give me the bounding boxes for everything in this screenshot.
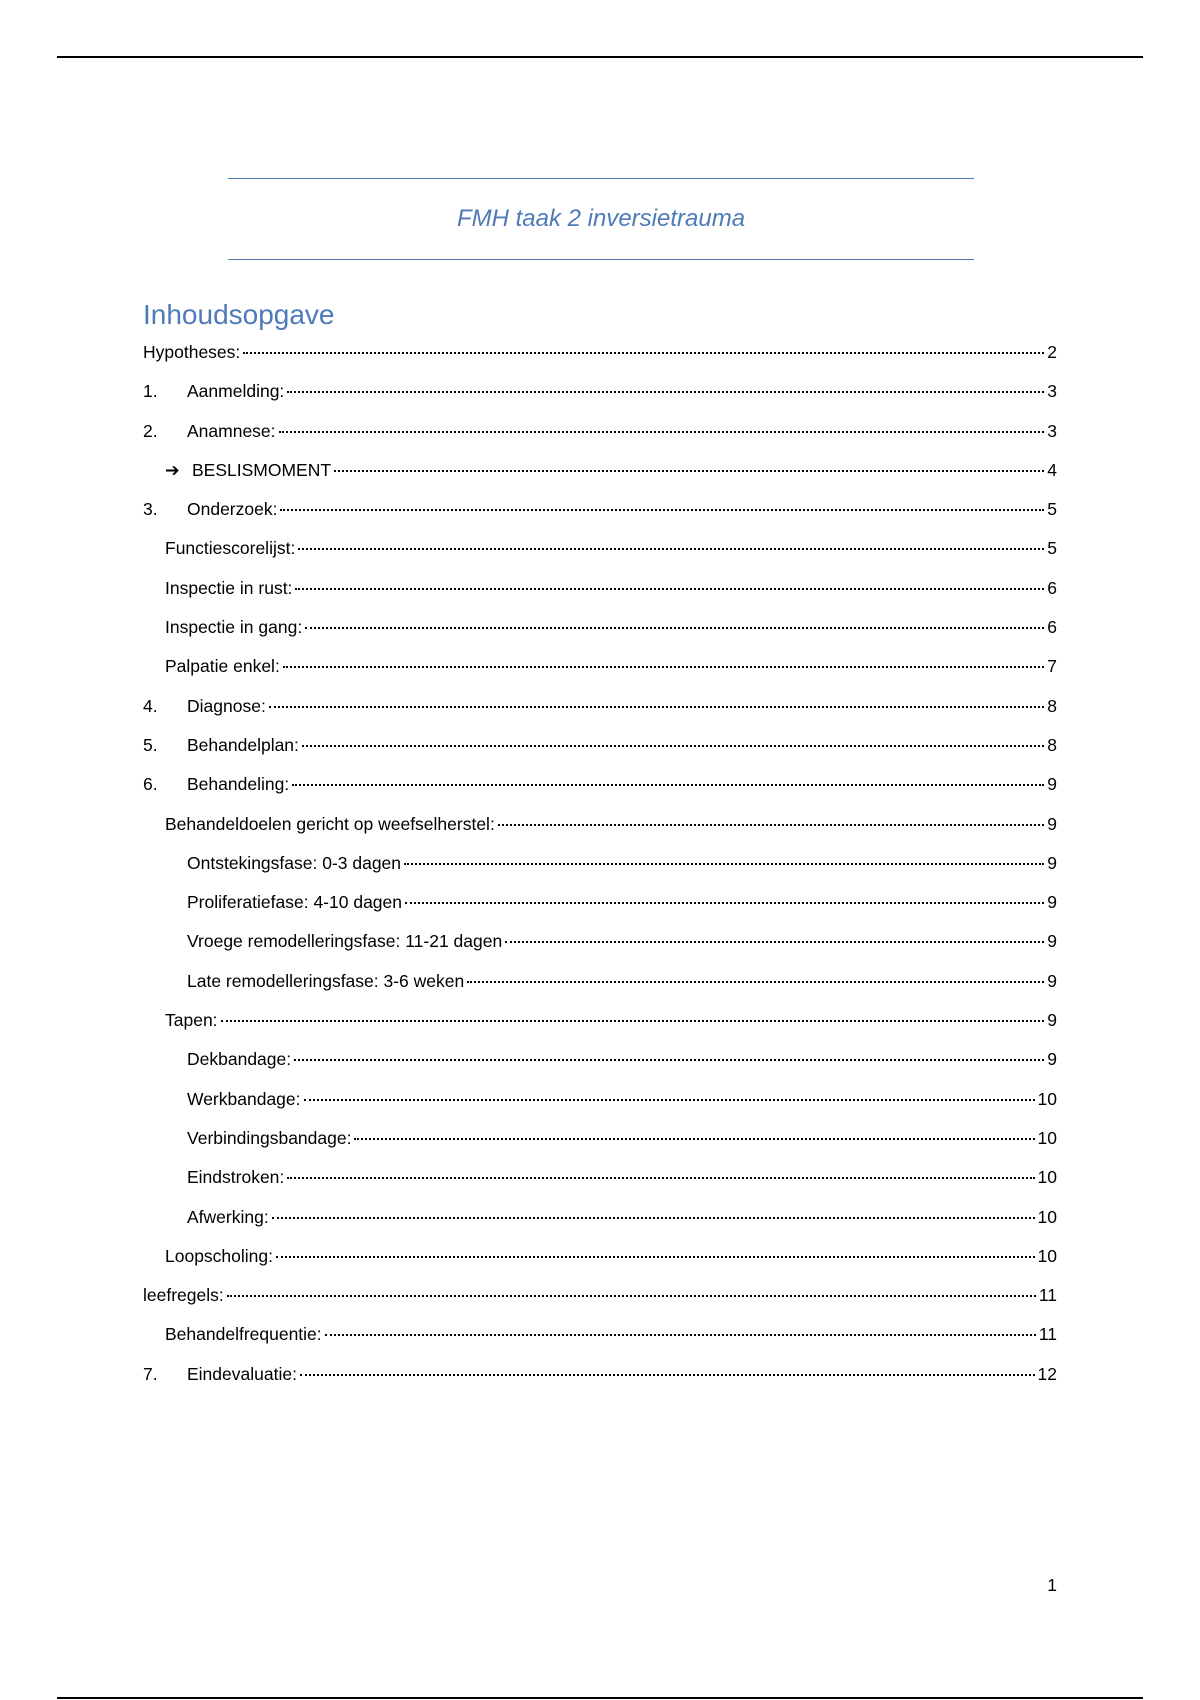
toc-entry-number: 6. — [143, 774, 158, 795]
page-bottom-rule — [57, 1697, 1143, 1699]
toc-entry-page: 9 — [1047, 1010, 1057, 1031]
toc-entry[interactable] — [143, 1318, 1057, 1357]
toc-entry[interactable] — [143, 1004, 1057, 1043]
toc-entry[interactable] — [143, 729, 1057, 768]
toc-dot-leader — [304, 1099, 1035, 1101]
toc-dot-leader — [505, 941, 1044, 943]
toc-entry-page: 5 — [1047, 538, 1057, 559]
toc-entry-page: 10 — [1037, 1167, 1057, 1188]
toc-list — [143, 336, 1057, 1397]
toc-dot-leader — [300, 1374, 1035, 1376]
toc-entry-page: 9 — [1047, 1049, 1057, 1070]
toc-entry[interactable] — [143, 847, 1057, 886]
toc-entry-page: 9 — [1047, 970, 1057, 991]
toc-entry[interactable] — [143, 1201, 1057, 1240]
toc-entry-page: 9 — [1047, 892, 1057, 913]
toc-entry[interactable] — [143, 572, 1057, 611]
toc-entry-number: 1. — [143, 381, 158, 402]
toc-dot-leader — [405, 902, 1044, 904]
toc-dot-leader — [294, 1059, 1044, 1061]
toc-entry[interactable] — [143, 808, 1057, 847]
toc-entry[interactable] — [143, 886, 1057, 925]
toc-entry-label: Loopscholing: — [165, 1245, 273, 1266]
toc-entry[interactable] — [143, 532, 1057, 571]
toc-entry-page: 10 — [1037, 1088, 1057, 1109]
toc-entry[interactable] — [143, 965, 1057, 1004]
toc-entry[interactable] — [143, 690, 1057, 729]
toc-entry-label: Verbindingsbandage: — [187, 1127, 352, 1148]
toc-entry-number: 7. — [143, 1363, 158, 1384]
toc-dot-leader — [334, 470, 1044, 472]
toc-entry-page: 6 — [1047, 577, 1057, 598]
toc-entry-page: 8 — [1047, 695, 1057, 716]
toc-entry-page: 4 — [1047, 459, 1057, 480]
title-bottom-rule — [228, 259, 974, 260]
toc-entry-label: leefregels: — [143, 1285, 224, 1306]
toc-dot-leader — [295, 588, 1044, 590]
toc-entry-page: 10 — [1037, 1206, 1057, 1227]
toc-dot-leader — [227, 1295, 1036, 1297]
toc-heading: Inhoudsopgave — [143, 299, 335, 330]
toc-entry-label: Vroege remodelleringsfase: 11-21 dagen — [187, 931, 503, 952]
toc-entry[interactable] — [143, 1083, 1057, 1122]
toc-entry[interactable] — [143, 650, 1057, 689]
toc-entry-page: 11 — [1038, 1324, 1057, 1345]
toc-entry[interactable] — [143, 1161, 1057, 1200]
toc-entry-label: Proliferatiefase: 4-10 dagen — [187, 892, 402, 913]
toc-entry-label: Functiescorelijst: — [165, 538, 296, 559]
toc-entry-label: Tapen: — [165, 1010, 218, 1031]
toc-entry-page: 3 — [1047, 381, 1057, 402]
toc-entry-label: Dekbandage: — [187, 1049, 292, 1070]
toc-entry[interactable] — [143, 925, 1057, 964]
page-top-rule — [57, 56, 1143, 58]
toc-entry-label: Afwerking: — [187, 1206, 269, 1227]
toc-dot-leader — [287, 391, 1044, 393]
toc-entry-label: Anamnese: — [187, 420, 276, 441]
toc-entry-page: 9 — [1047, 774, 1057, 795]
toc-dot-leader — [279, 431, 1045, 433]
toc-entry[interactable] — [143, 1043, 1057, 1082]
toc-entry[interactable] — [143, 1122, 1057, 1161]
toc-entry[interactable] — [143, 1279, 1057, 1318]
toc-entry-label: Eindstroken: — [187, 1167, 285, 1188]
toc-entry-number: 3. — [143, 499, 158, 520]
toc-entry-page: 9 — [1047, 931, 1057, 952]
toc-dot-leader — [498, 824, 1044, 826]
page-number: 1 — [1047, 1575, 1057, 1595]
toc-entry-page: 2 — [1047, 342, 1057, 362]
toc-entry-label: BESLISMOMENT — [192, 459, 332, 480]
toc-entry-page: 3 — [1047, 420, 1057, 441]
toc-dot-leader — [269, 706, 1044, 708]
title-block — [228, 178, 974, 260]
toc-entry-label: Behandeling: — [187, 774, 290, 795]
toc-entry-label: Werkbandage: — [187, 1088, 301, 1109]
toc-entry-label: Behandelfrequentie: — [165, 1324, 322, 1345]
toc-dot-leader — [302, 745, 1044, 747]
toc-dot-leader — [354, 1138, 1034, 1140]
toc-dot-leader — [221, 1020, 1045, 1022]
toc-entry-page: 11 — [1038, 1285, 1057, 1306]
toc-entry[interactable] — [143, 768, 1057, 807]
toc-dot-leader — [272, 1217, 1035, 1219]
toc-entry-page: 5 — [1047, 499, 1057, 520]
toc-entry[interactable] — [143, 1358, 1057, 1397]
toc-entry-page: 10 — [1037, 1127, 1057, 1148]
toc-entry-number: 4. — [143, 695, 158, 716]
toc-entry-label: Palpatie enkel: — [165, 656, 280, 677]
toc-dot-leader — [305, 627, 1044, 629]
toc-dot-leader — [243, 352, 1044, 354]
toc-entry-page: 10 — [1037, 1245, 1057, 1266]
toc-dot-leader — [325, 1334, 1036, 1336]
toc-entry-label: Behandeldoelen gericht op weefselherstel: — [165, 813, 495, 834]
toc-entry-page: 9 — [1047, 813, 1057, 834]
toc-entry-label: Hypotheses: — [143, 342, 241, 362]
toc-dot-leader — [276, 1256, 1035, 1258]
toc-dot-leader — [287, 1177, 1034, 1179]
toc-entry[interactable] — [143, 336, 1057, 375]
toc-entry[interactable] — [143, 415, 1057, 454]
toc-dot-leader — [404, 863, 1044, 865]
toc-entry-label: Ontstekingsfase: 0-3 dagen — [187, 852, 402, 873]
toc-entry[interactable] — [143, 454, 1057, 493]
toc-entry[interactable] — [143, 1240, 1057, 1279]
toc-dot-leader — [292, 784, 1044, 786]
toc-entry-page: 8 — [1047, 734, 1057, 755]
toc-dot-leader — [283, 666, 1044, 668]
arrow-right-icon: ➔ — [165, 459, 180, 480]
document-title: FMH taak 2 inversietrauma — [456, 205, 746, 232]
toc-entry-page: 6 — [1047, 617, 1057, 638]
toc-entry[interactable] — [143, 493, 1057, 532]
toc-entry-page: 12 — [1037, 1363, 1057, 1384]
toc-entry-label: Inspectie in rust: — [165, 577, 293, 598]
toc-dot-leader — [298, 548, 1044, 550]
toc-entry-page: 7 — [1047, 656, 1057, 677]
toc-entry-label: Diagnose: — [187, 695, 266, 716]
toc-entry-label: Aanmelding: — [187, 381, 285, 402]
toc-entry-label: Inspectie in gang: — [165, 617, 303, 638]
toc-entry-label: Behandelplan: — [187, 734, 299, 755]
toc-entry[interactable] — [143, 611, 1057, 650]
toc-dot-leader — [280, 509, 1044, 511]
toc-entry-page: 9 — [1047, 852, 1057, 873]
toc-entry-label: Late remodelleringsfase: 3-6 weken — [187, 970, 465, 991]
toc-dot-leader — [467, 981, 1044, 983]
toc-entry-label: Onderzoek: — [187, 499, 278, 520]
toc-entry-label: Eindevaluatie: — [187, 1363, 297, 1384]
toc-entry-number: 5. — [143, 734, 158, 755]
toc-entry-number: 2. — [143, 420, 158, 441]
toc-entry[interactable] — [143, 375, 1057, 414]
table-of-contents — [143, 294, 1057, 1397]
